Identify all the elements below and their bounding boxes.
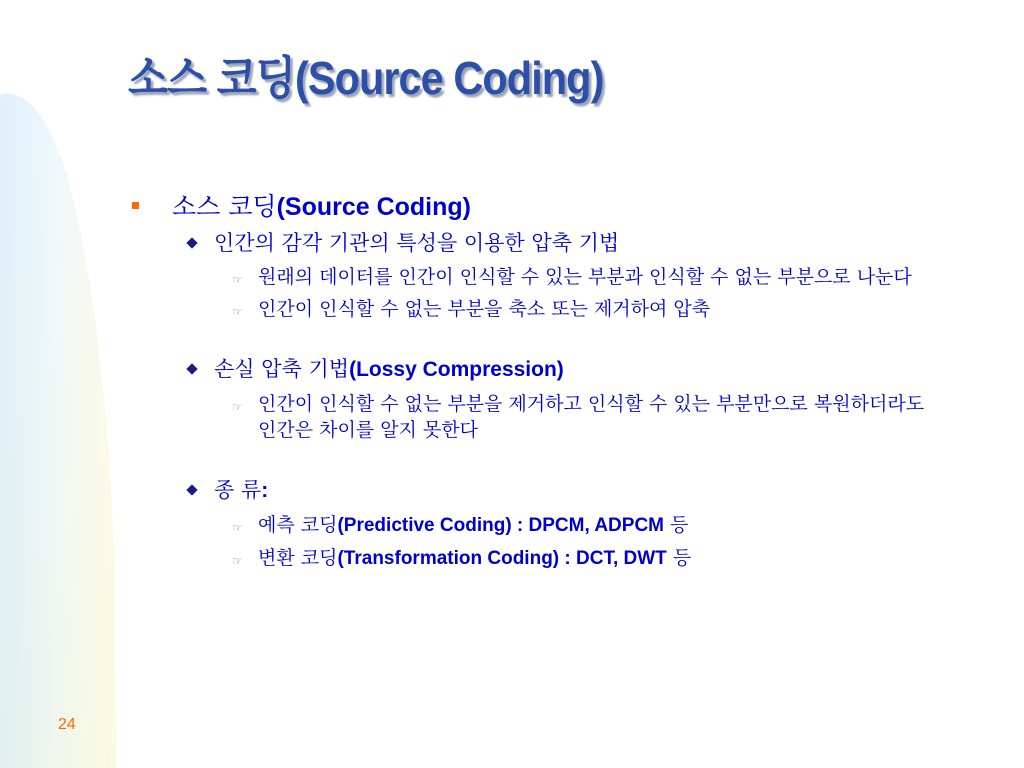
pointing-hand-icon: ☞ bbox=[232, 400, 243, 414]
bullet-level2 bbox=[128, 475, 928, 506]
bullet-level1 bbox=[128, 190, 928, 224]
section-label-ko: 손실 압축 기법 bbox=[214, 357, 350, 381]
pointing-hand-icon: ☞ bbox=[232, 554, 243, 568]
square-bullet-icon bbox=[132, 202, 139, 209]
item-en: (Transformation Coding) : DCT, DWT bbox=[337, 548, 667, 569]
item-text: 인간이 인식할 수 없는 부분을 축소 또는 제거하여 압축 bbox=[258, 298, 711, 320]
diamond-bullet-icon bbox=[186, 363, 197, 374]
slide-title: 소스 코딩(Source Coding) bbox=[128, 52, 604, 104]
bullet-level3 bbox=[128, 296, 928, 322]
pointing-hand-icon: ☞ bbox=[232, 521, 243, 535]
item-en: (Predictive Coding) : DPCM, ADPCM bbox=[337, 515, 664, 536]
section-label-en: (Lossy Compression) bbox=[349, 358, 564, 381]
heading-en: (Source Coding) bbox=[276, 193, 471, 221]
bullet-level3 bbox=[128, 545, 928, 572]
bullet-level2 bbox=[128, 354, 928, 385]
item-ko: 예측 코딩 bbox=[258, 514, 338, 536]
item-text: 원래의 데이터를 인간이 인식할 수 있는 부분과 인식할 수 없는 부분으로 나눈다 bbox=[258, 266, 912, 288]
heading-ko: 소스 코딩 bbox=[172, 192, 277, 221]
diamond-bullet-icon bbox=[186, 484, 197, 495]
section-label: 인간의 감각 기관의 특성을 이용한 압축 기법 bbox=[214, 231, 620, 255]
slide-content bbox=[128, 190, 928, 572]
bullet-level3 bbox=[128, 264, 928, 290]
bullet-level3 bbox=[128, 512, 928, 539]
diamond-bullet-icon bbox=[186, 237, 197, 248]
item-ko: 변환 코딩 bbox=[258, 547, 338, 569]
item-suffix: 등 bbox=[664, 514, 689, 536]
section-label-en: : bbox=[261, 479, 269, 502]
page-number: 24 bbox=[58, 716, 76, 733]
item-text: 인간이 인식할 수 없는 부분을 제거하고 인식할 수 있는 부분만으로 복원하더라도 인간은 차이를 알지 못한다 bbox=[258, 393, 925, 441]
bullet-level2 bbox=[128, 228, 928, 258]
section-label-ko: 종 류 bbox=[214, 478, 262, 502]
pointing-hand-icon: ☞ bbox=[232, 305, 243, 319]
bullet-level3 bbox=[128, 391, 928, 443]
pointing-hand-icon: ☞ bbox=[232, 273, 243, 287]
item-suffix: 등 bbox=[666, 547, 692, 569]
